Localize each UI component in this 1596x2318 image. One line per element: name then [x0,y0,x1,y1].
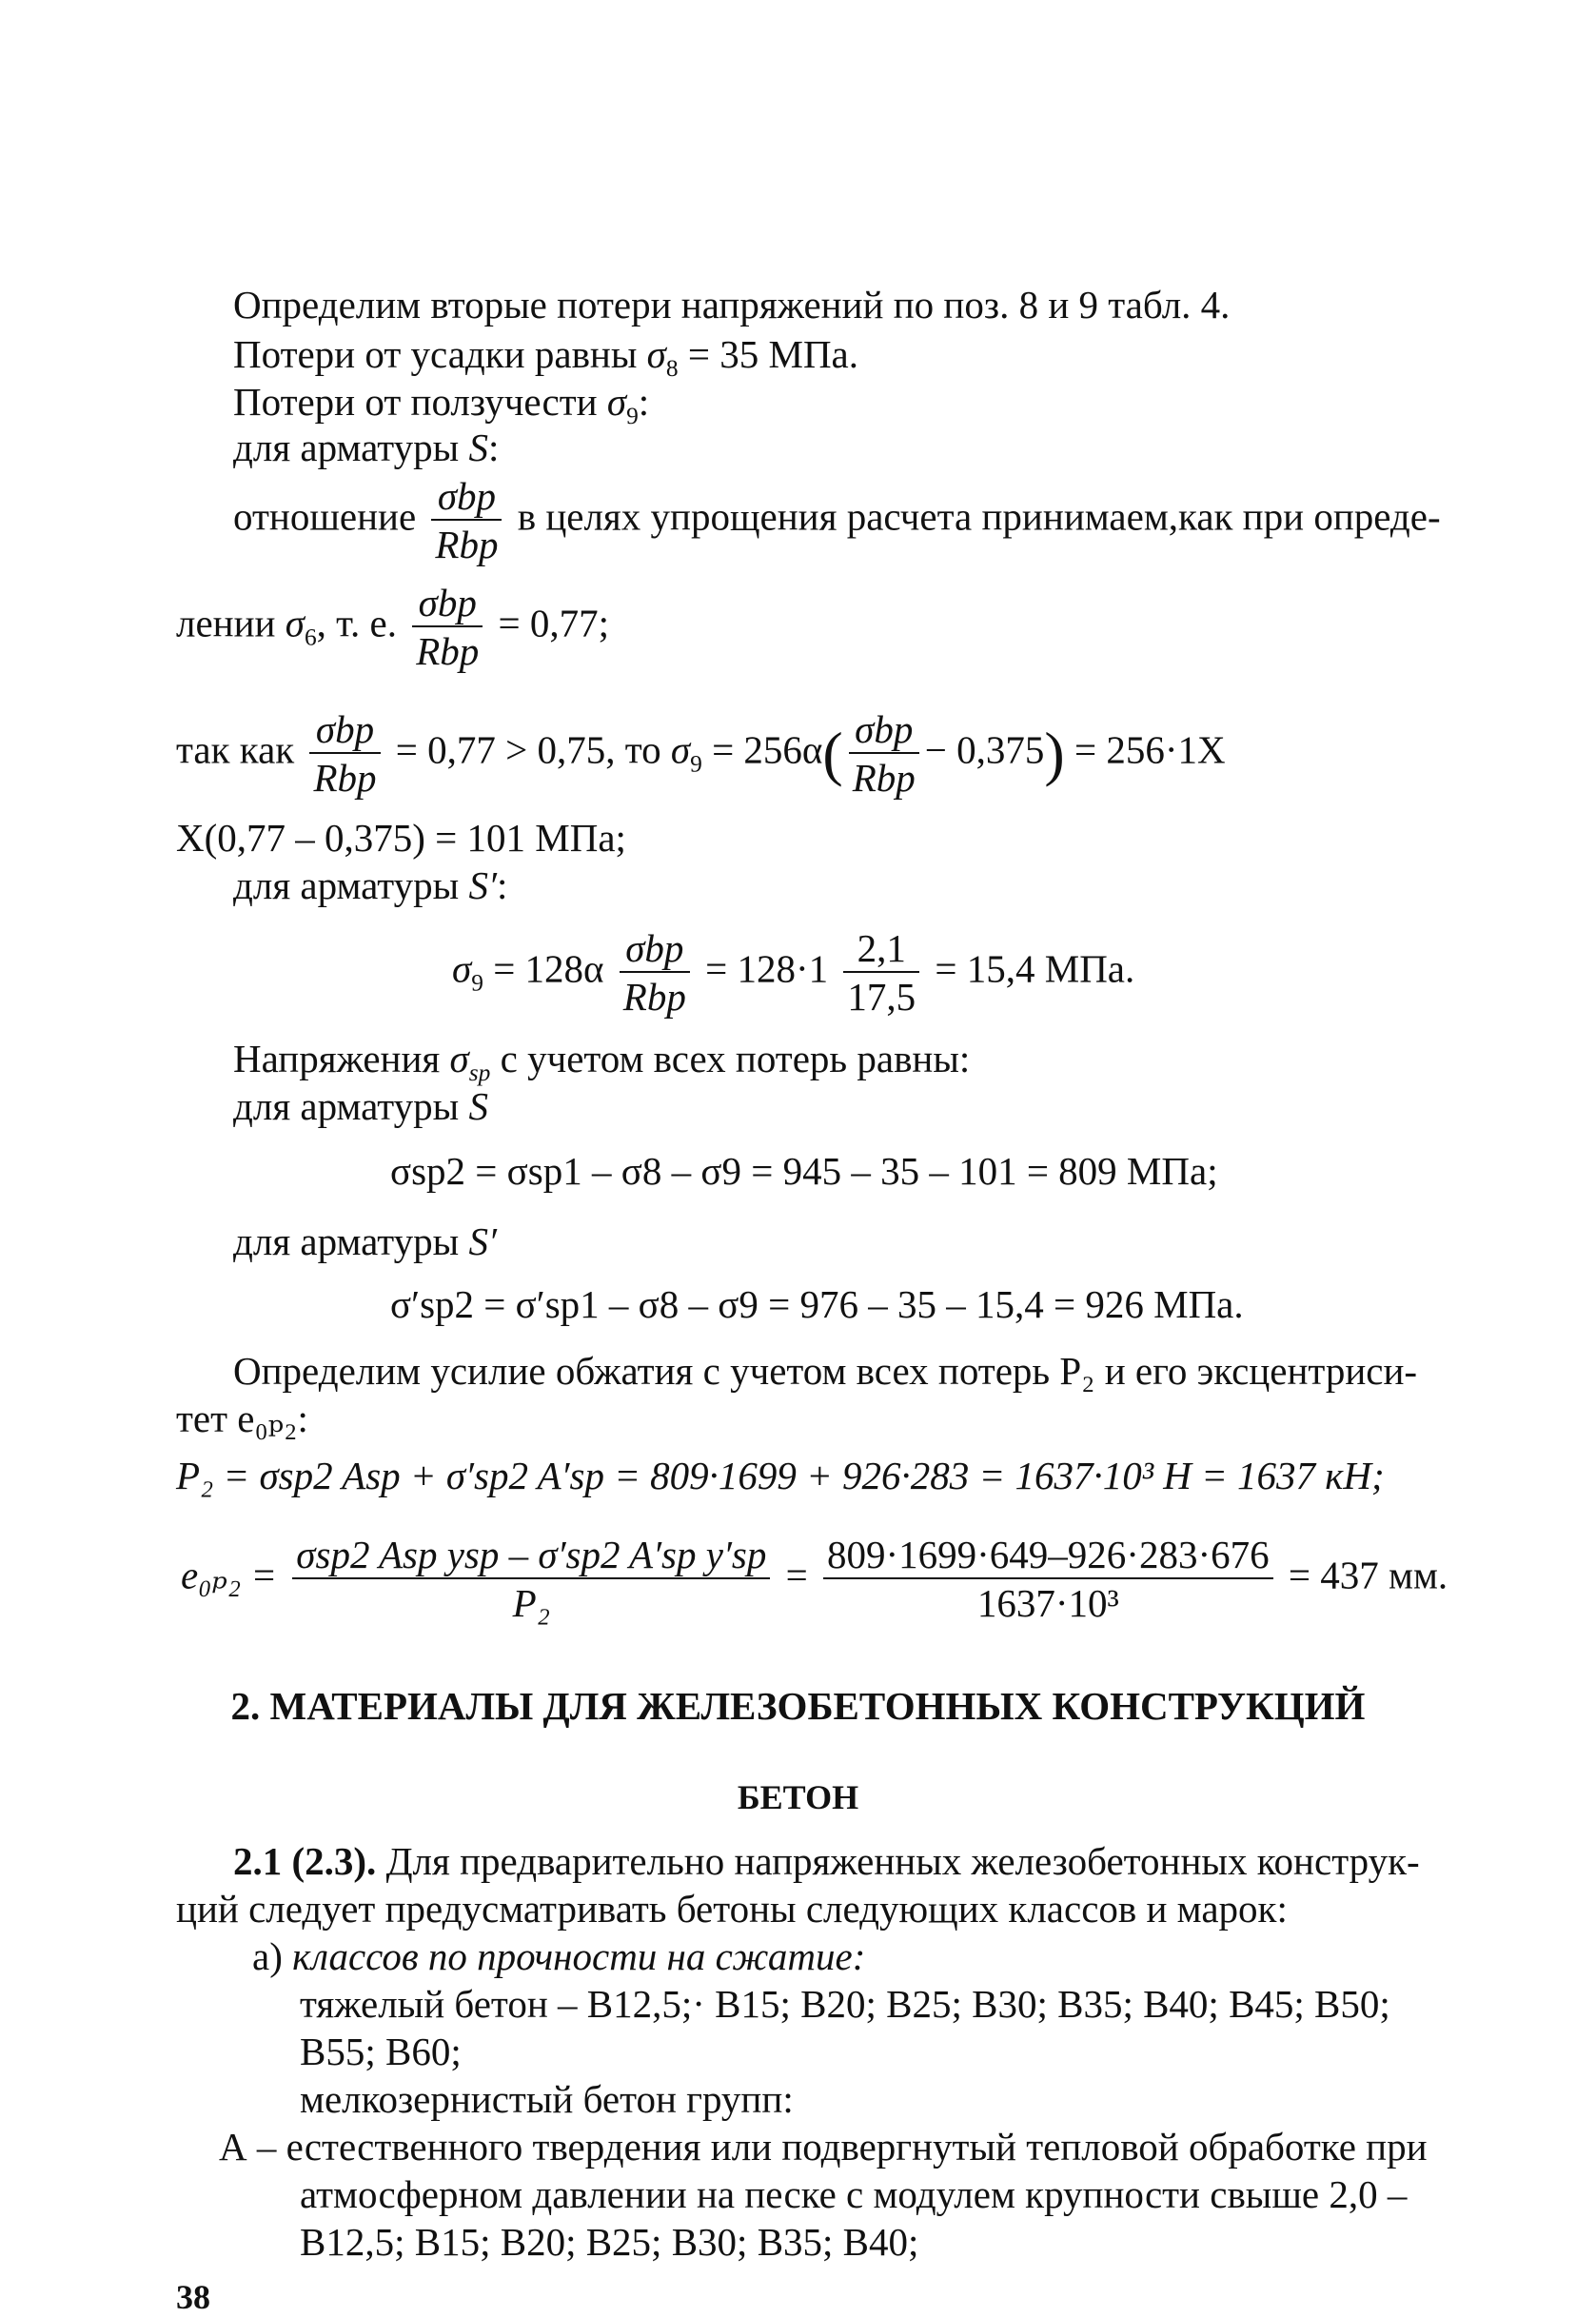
text-line: отношение $\frac{\text{σbp}}{\text{Rbp}}$ в целях упрощения расчета принимаем,как при опреде- [233,474,1441,567]
fraction: $\frac{\text{σsp2 Asp ysp – σ′sp2 A′sp y′sp}}{\text{P₂}}$ [292,1535,770,1624]
fraction: $\frac{\text{σbp}}{\text{Rbp}}$ [849,709,919,799]
paragraph-line: В55; В60; [300,2030,462,2073]
text-line: Определим вторые потери напряжений по поз. 8 и 9 табл. 4. [233,283,1231,327]
paragraph-line: 2.1 (2.3). Для предварительно напряженных железобетонных конструк- [233,1839,1420,1883]
text-line: для арматуры S′: [233,863,508,907]
paragraph-line: В12,5; В15; В20; В25; В30; В35; В40; [300,2220,919,2264]
text-line: X(0,77 – 0,375) = 101 МПа; [176,816,626,860]
paragraph-line: ций следует предусматривать бетоны следующих классов и марок: [176,1887,1288,1931]
text-line: Напряжения $\sigma_{sp}$ с учетом всех потерь равны: [233,1037,971,1087]
text-line: для арматуры S [233,1084,488,1128]
paragraph-line: мелкозернистый бетон групп: [300,2077,794,2121]
subsection-title: БЕТОН [737,1778,859,1816]
text-line: тет e₀ₚ₂: [176,1397,308,1440]
paragraph-line: атмосферном давлении на песке с модулем крупности свыше 2,0 – [300,2172,1408,2216]
formula-line: σ′sp2 = σ′sp1 – σ8 – σ9 = 976 – 35 – 15,4 = 926 МПа. [390,1282,1244,1326]
fraction: $\frac{\text{σbp}}{\text{Rbp}}$ [431,476,502,565]
formula-line: так как $\frac{\text{σbp}}{\text{Rbp}}$ = 0,77 > 0,75, то $\sigma_9 = 256\alpha$( $\frac{\text{σbp}}{\text{Rbp}}$ − 0,375) = 256·1X [176,707,1226,801]
formula-line: e₀ₚ₂ = $\frac{\text{σsp2 Asp ysp – σ′sp2 A′sp y′sp}}{\text{P₂}}$ = $\frac{809\cdot 1699\cdot 649-926\cdot 283\cdot 676}{\text{1637·10³}}$ = 437 мм. [181,1533,1448,1626]
text-line: для арматуры S: [233,426,500,469]
formula-line: σsp2 = σsp1 – σ8 – σ9 = 945 – 35 – 101 = 809 МПа; [390,1149,1218,1193]
text-line: Потери от усадки равны $\sigma_8 = 35$ МПа. [233,332,858,383]
fraction: $\frac{\text{σbp}}{\text{Rbp}}$ [309,709,380,799]
text-line: лении $\sigma_6$, т. е. $\frac{\text{σbp}}{\text{Rbp}}$ = 0,77; [176,581,610,674]
page-number: 38 [176,2278,210,2316]
paragraph-line: тяжелый бетон – В12,5;· В15; В20; В25; В30; В35; В40; В45; В50; [300,1982,1390,2026]
text-line: для арматуры S′ [233,1219,497,1263]
left-paren: ( [822,720,843,788]
paragraph-line: а) классов по прочности на сжатие: [252,1934,866,1978]
fraction: $\frac{\text{σbp}}{\text{Rbp}}$ [620,928,690,1018]
section-title: 2. МАТЕРИАЛЫ ДЛЯ ЖЕЛЕЗОБЕТОННЫХ КОНСТРУКЦИЙ [230,1684,1366,1728]
fraction: $\frac{809\cdot 1699\cdot 649-926\cdot 283\cdot 676}{\text{1637·10³}}$ [823,1535,1273,1624]
formula-line: P₂ = σsp2 Asp + σ′sp2 A′sp = 809·1699 + 926·283 = 1637·10³ Н = 1637 кН; [176,1454,1385,1497]
paragraph-line: А – естественного твердения или подвергнутый тепловой обработке при [219,2125,1428,2169]
text-line: Потери от ползучести $\sigma_9$: [233,380,650,430]
formula-line: $\sigma_9 = 128\alpha$ $\frac{\text{σbp}}{\text{Rbp}}$ = 128·1 $\frac{2,1}{17,5}$ = 15,4 МПа. [452,926,1135,1020]
fraction: $\frac{2,1}{17,5}$ [843,928,919,1018]
fraction: $\frac{\text{σbp}}{\text{Rbp}}$ [412,583,483,672]
right-paren: ) [1044,720,1065,788]
text-line: Определим усилие обжатия с учетом всех потерь P₂ и его эксцентриси- [233,1349,1418,1393]
